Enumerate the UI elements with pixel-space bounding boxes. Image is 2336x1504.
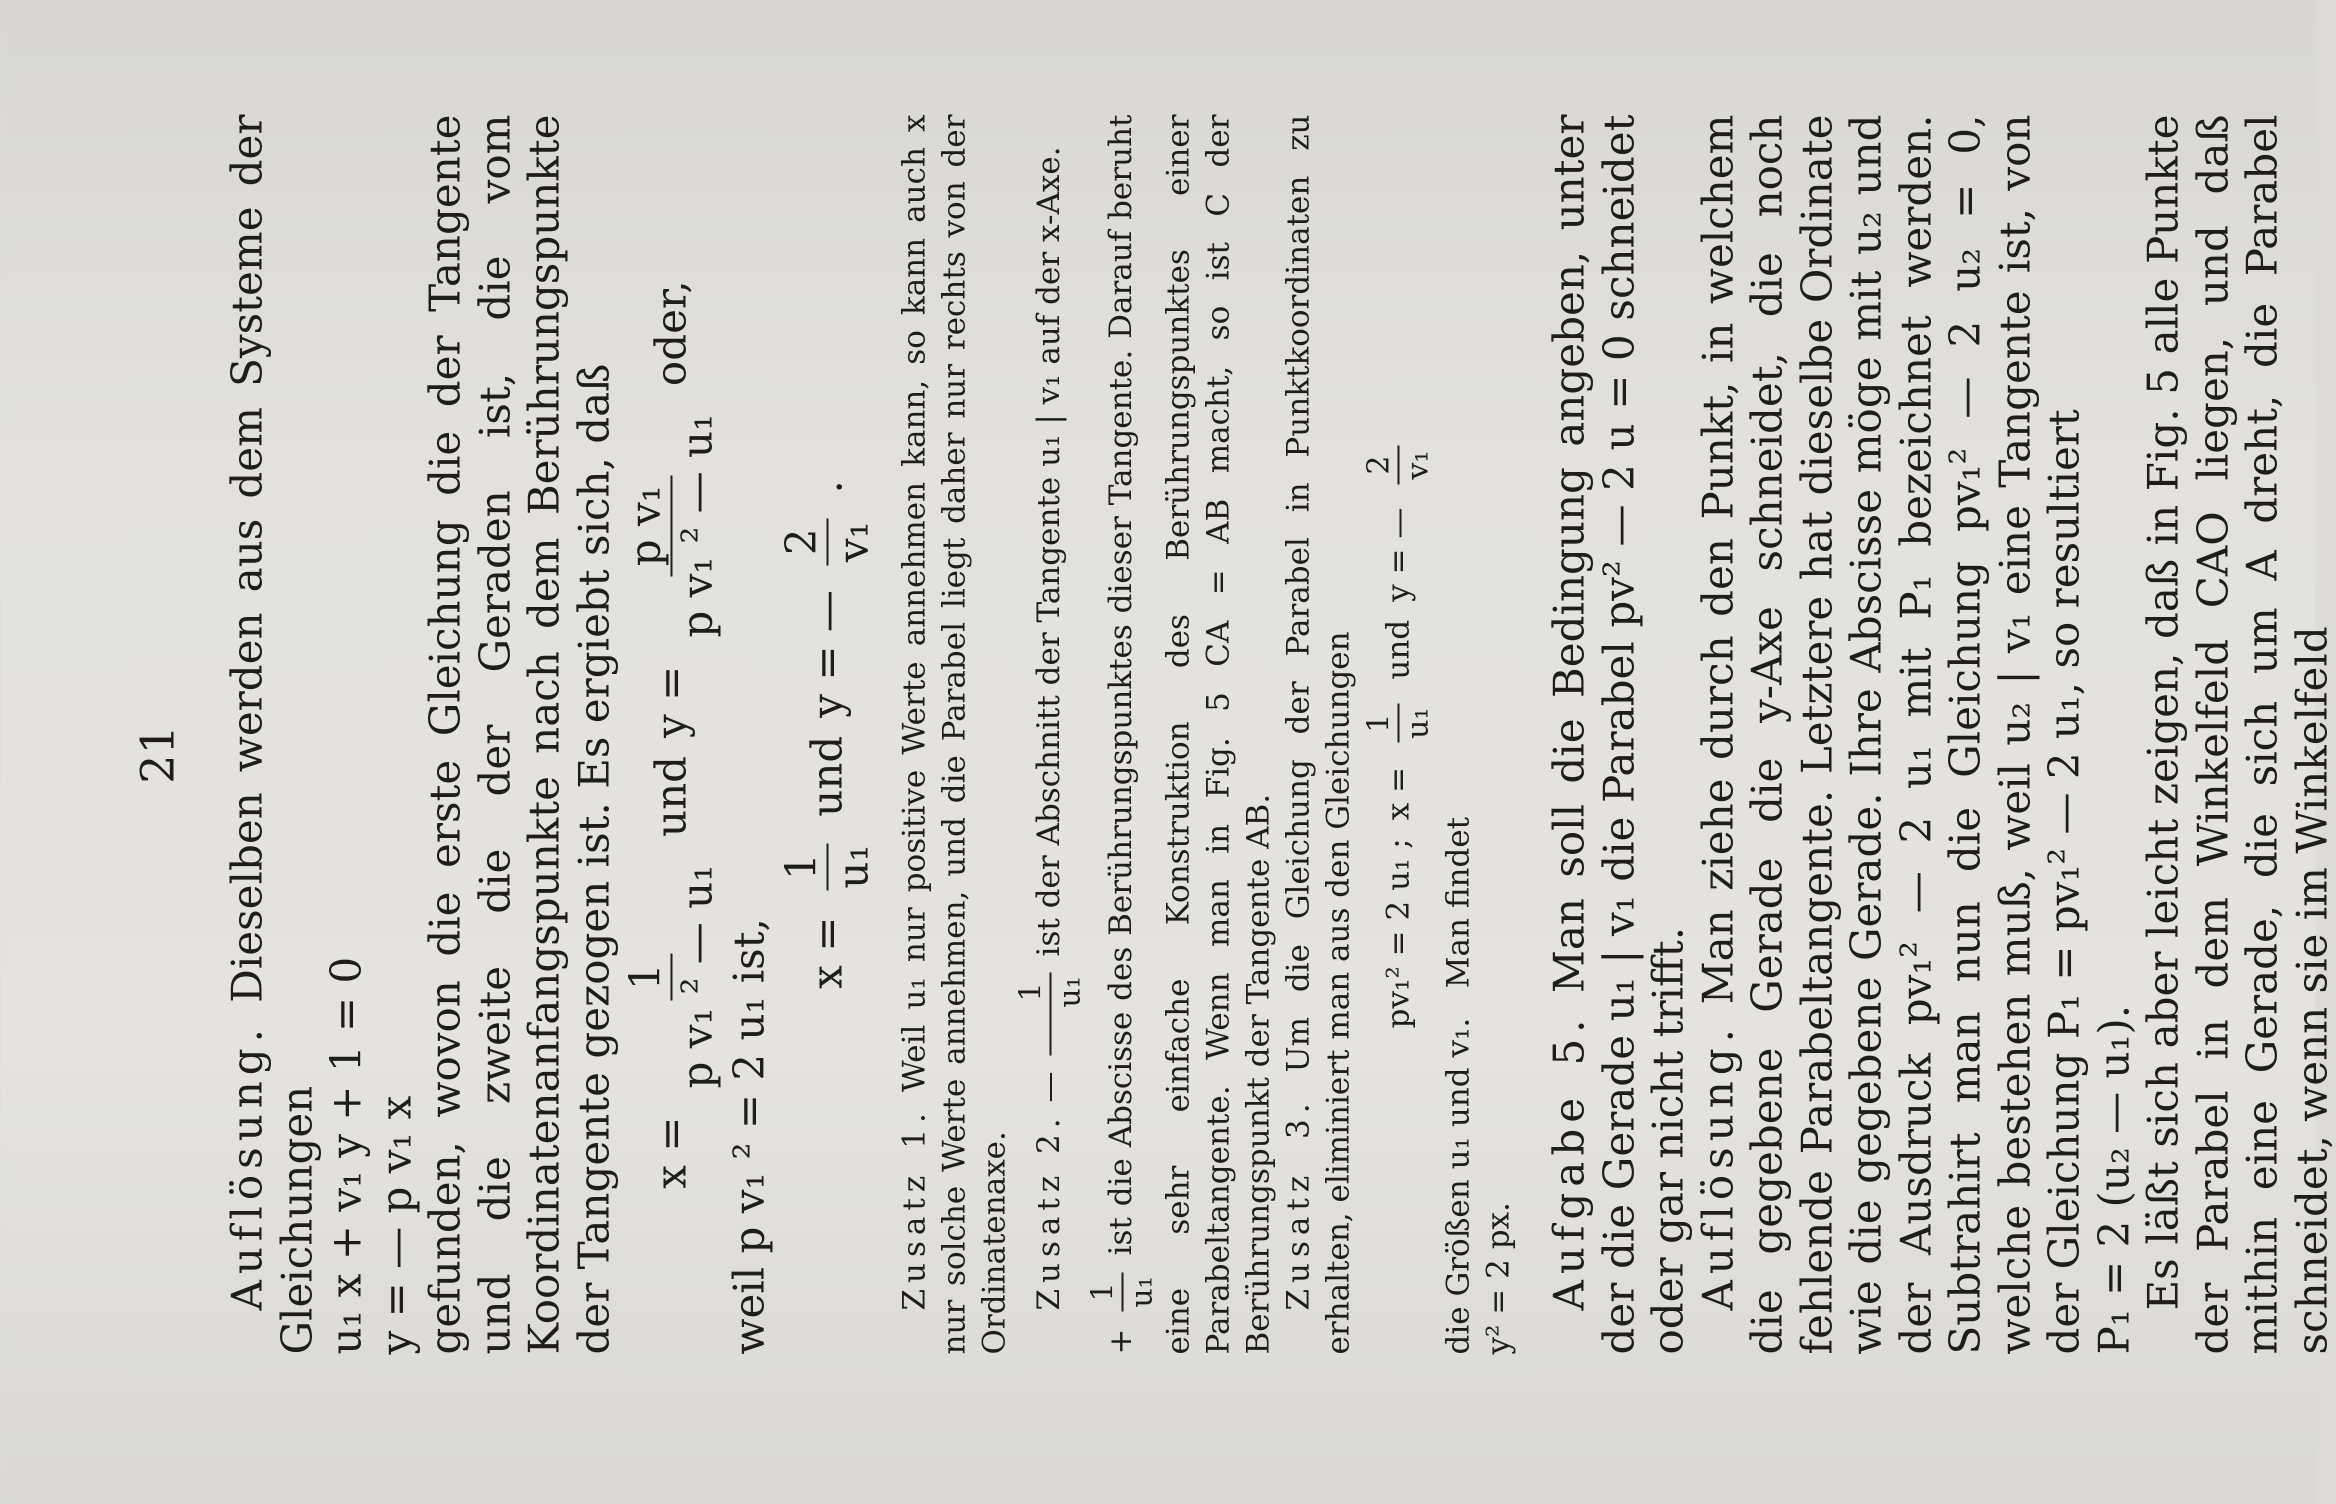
paragraph-text: die Größen u₁ und v₁. <box>1440 1017 1477 1354</box>
conjunction: und <box>1380 619 1417 680</box>
denominator: u₁ <box>1400 707 1436 739</box>
spacer <box>1518 114 1544 1354</box>
conjunction: oder, <box>646 279 696 386</box>
denominator: v₁ <box>1400 450 1436 480</box>
paragraph <box>894 114 1014 1354</box>
denominator: v₁ <box>828 521 878 562</box>
fraction <box>775 511 878 572</box>
paragraph <box>1014 114 1086 1354</box>
sign: + <box>1102 1328 1139 1354</box>
equation-tangent: u₁ x + v₁ y + 1 = 0 <box>321 956 370 1354</box>
paragraph-text: Weil u₁ nur positive Werte annehmen kann, so kann auch x nur solche Werte annehmen, und die Parabel liegt daher nur rechts von der Ordinatenaxe. <box>896 114 1013 1354</box>
paragraph-text: Um die Gleichung der Parabel in Punktkoordinaten zu erhalten, eliminiert man aus den Gleichungen <box>1280 114 1357 1354</box>
equation-parabola: y² = 2 px. <box>1480 1201 1517 1354</box>
sign: — <box>1030 1071 1067 1103</box>
numerator: 1 <box>622 953 672 1000</box>
denominator: u₁ <box>1124 1275 1160 1308</box>
section-label: Zusatz 2. <box>1030 1111 1067 1310</box>
denominator: p v₁ ² — u₁ <box>672 864 722 1089</box>
equation-line: y = — p v₁ x <box>370 1095 420 1354</box>
zusatz-3 <box>1278 114 1518 1354</box>
paragraph-text: Dieselben werden aus dem Systeme der Gleichungen <box>222 114 321 1354</box>
page-number: 21 <box>130 724 184 784</box>
paragraph-text: gefunden, wovon die erste Gleichung die der Tangente und die zweite die der Geraden ist, die vom Koordinatenanfangspunkte nach dem Berührungspunkte der Tangente gezogen ist. Es ergiebt sich, daß <box>420 114 618 1354</box>
zusatz-2 <box>1014 114 1278 1354</box>
paragraph-text: Man ziehe durch den Punkt, in welchem die gegebene Gerade die y-Axe schneidet, die noch fehlende Parabeltangente. Letztere hat dieselbe Ordinate wie die gegebene Gerade. Ihre Abscisse möge mit u₂ und der Ausdruck pv₁² — 2 u₁ mit P₁ bezeichnet werden. Subtrahirt man nun die Gleichung pv₁² — 2 u₂ = 0, welche bestehen muß, weil u₂ | v₁ eine Tangente ist, von der Gleichung P₁ = pv₁² — 2 u₁, so resultiert <box>1692 114 2089 1354</box>
punctuation: . <box>802 479 852 494</box>
equation-system <box>1362 114 1434 1354</box>
paragraph-text: ist die Abscisse des Berührungspunktes dieser Tangente. Darauf beruht eine sehr einfache Konstruktion des Berührungspunktes einer Parabeltangente. Wenn man in Fig. 5 CA = AB macht, so ist C der Berührungspunkt der Tangente AB. <box>1102 114 1277 1354</box>
fraction <box>622 404 720 648</box>
fraction <box>1362 697 1434 748</box>
eq-lhs: y = — <box>1380 507 1417 602</box>
denominator: p v₁ ² — u₁ <box>672 413 722 638</box>
aufloesung-intro <box>222 114 321 1354</box>
paragraph-text: Es läßt sich aber leicht zeigen, daß in Fig. 5 alle Punkte der Parabel in dem Winkelfeld CAO liegen, und daß mithin eine Gerade, die sich um A dreht, die Parabel schneidet, wenn sie im Winkelfeld <box>2138 114 2336 1354</box>
eq-lhs: y = — <box>802 589 852 718</box>
equation-touch-point-simplified <box>775 114 878 1354</box>
paragraph <box>1278 114 1358 1354</box>
numerator: 1 <box>1362 703 1399 742</box>
section-label: Auflösung. <box>222 1022 271 1310</box>
numerator: 1 <box>1086 1272 1123 1311</box>
numerator: 2 <box>778 518 828 565</box>
fraction <box>622 854 720 1098</box>
numerator: 1 <box>1014 972 1051 1055</box>
text-column <box>222 114 2336 1354</box>
paragraph-text: Man findet <box>1440 816 1477 988</box>
fraction <box>1014 966 1086 1061</box>
paragraph-text: Man soll die Bedingung angeben, unter der die Gerade u₁ | v₁ die Parabel pv² — 2 u = 0 schneidet oder gar nicht trifft. <box>1544 114 1693 1354</box>
aufgabe-5 <box>1544 114 1693 1354</box>
fraction <box>1362 440 1434 489</box>
eq-lhs: x = <box>646 1116 696 1189</box>
equation-touch-point <box>622 114 720 1354</box>
numerator: p v₁ <box>622 475 672 576</box>
spacer <box>880 114 894 1354</box>
eq-lhs: x = <box>1380 766 1417 820</box>
eq-lhs: x = <box>802 916 852 989</box>
numerator: 2 <box>1362 445 1399 484</box>
equation-condition: weil p v₁ ² = 2 u₁ ist, <box>724 917 774 1354</box>
section-label: Zusatz 3. <box>1280 1096 1317 1310</box>
equation-result: P₁ = 2 (u₂ — u₁). <box>2088 1004 2138 1354</box>
equation-part: pv₁² = 2 u₁ ; <box>1380 837 1417 1028</box>
section-label: Aufgabe 5. <box>1544 1012 1594 1310</box>
numerator: 1 <box>778 843 828 890</box>
paragraph <box>1438 114 1478 1354</box>
denominator: u₁ <box>828 844 878 889</box>
fraction <box>775 834 878 898</box>
paragraph-text: ist der Abschnitt der Tangente u₁ | v₁ auf der x-Axe. <box>1030 145 1067 956</box>
conjunction: und <box>646 755 696 837</box>
section-label: Zusatz 1. <box>896 1106 933 1310</box>
paragraph <box>1086 114 1278 1354</box>
denominator: u₁ <box>1052 975 1088 1008</box>
aufloesung-2 <box>1693 114 2089 1354</box>
zusatz-1 <box>894 114 1014 1354</box>
section-label: Auflösung. <box>1692 1022 1742 1310</box>
conjunction: und <box>802 735 852 817</box>
fraction <box>1086 1266 1158 1317</box>
eq-lhs: y = <box>646 665 696 738</box>
